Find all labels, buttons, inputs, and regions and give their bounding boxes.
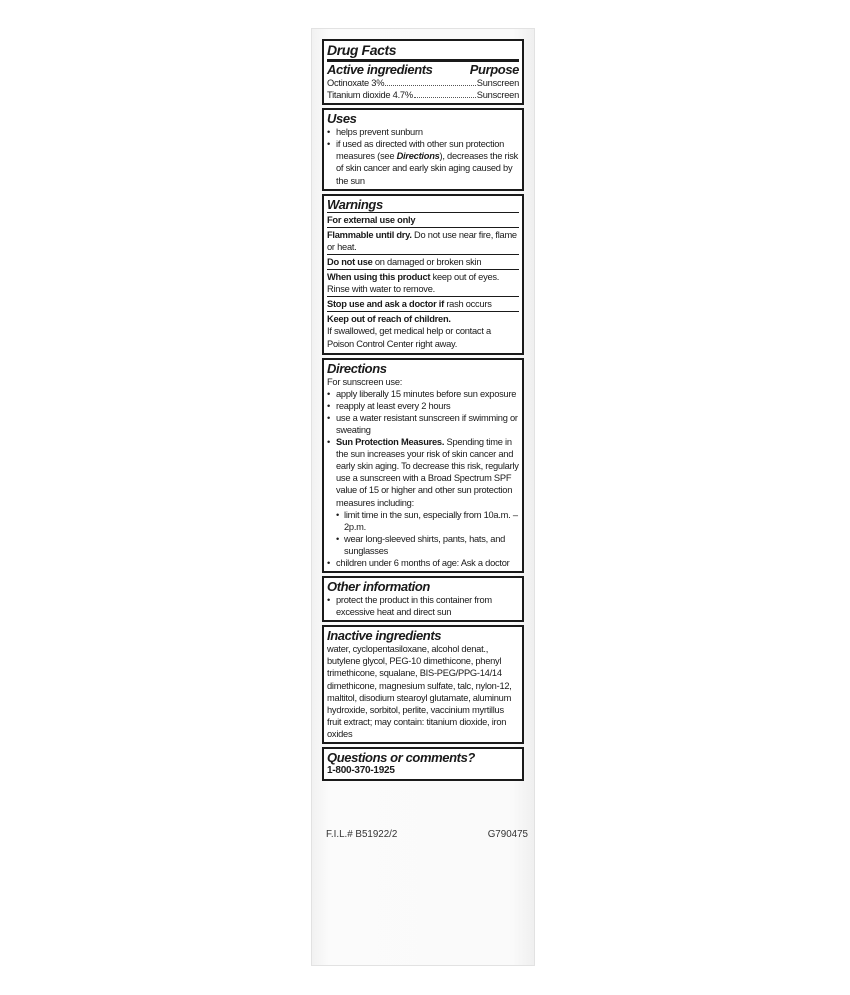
ingredient-row: [327, 89, 519, 101]
directions-item: • reapply at least every 2 hours: [327, 400, 519, 412]
directions-item: • apply liberally 15 minutes before sun exposure: [327, 388, 519, 400]
directions-subitem: • limit time in the sun, especially from 10a.m. – 2p.m.: [327, 509, 519, 533]
active-ingredients-heading: Active ingredients: [327, 62, 433, 77]
other-information-box: [322, 576, 524, 622]
ingredient-purpose: Sunscreen: [476, 90, 519, 101]
drug-facts-panel: [322, 39, 524, 784]
drug-facts-title: Drug Facts: [327, 42, 397, 58]
carton-footer: [326, 829, 528, 840]
other-information-heading: Other information: [327, 579, 430, 595]
uses-heading: Uses: [327, 111, 357, 127]
directions-intro: For sunscreen use:: [327, 376, 403, 387]
ingredient-name: Titanium dioxide 4.7%: [327, 90, 413, 101]
questions-box: [322, 747, 524, 781]
directions-heading: Directions: [327, 360, 387, 376]
uses-item: • helps prevent sunburn: [327, 126, 519, 138]
phone-number: 1-800-370-1925: [327, 765, 395, 777]
directions-subitem: • wear long-sleeved shirts, pants, hats, and sunglasses: [327, 533, 519, 557]
warning-line: Keep out of reach of children. If swallowed, get medical help or contact a Poison Control Center right away.: [327, 314, 491, 349]
uses-box: [322, 108, 524, 190]
directions-item: • use a water resistant sunscreen if swimming or sweating: [327, 412, 519, 436]
inactive-ingredients-text: water, cyclopentasiloxane, alcohol denat., butylene glycol, PEG-10 dimethicone, phenyl trimethicone, squalane, BIS-PEG/PPG-14/14 dimethicone, magnesium sulfate, talc, nylon-12, maltitol, disodium stearoyl glutamate, aluminum hydroxide, sorbitol, perlite, vaccinium myrtillus fruit extract; may contain: titanium dioxide, iron oxides: [327, 644, 512, 739]
warning-line: Stop use and ask a doctor if rash occurs: [327, 297, 519, 312]
purpose-heading: Purpose: [469, 62, 519, 77]
ingredient-purpose: Sunscreen: [476, 78, 519, 88]
warnings-heading: Warnings: [327, 196, 383, 212]
inactive-ingredients-box: [322, 625, 524, 744]
inactive-ingredients-heading: Inactive ingredients: [327, 628, 442, 644]
warnings-box: [322, 194, 524, 355]
product-code: G790475: [487, 829, 528, 840]
active-ingredients-box: [322, 39, 524, 105]
other-information-item: • protect the product in this container from excessive heat and direct sun: [327, 594, 519, 618]
directions-box: [322, 358, 524, 574]
warning-line: For external use only: [327, 212, 519, 228]
uses-item: • if used as directed with other sun protection measures (see Directions), decreases the risk of skin cancer and early skin aging caused by the sun: [327, 138, 519, 186]
directions-item: • Sun Protection Measures. Spending time in the sun increases your risk of skin cancer and early skin aging. To decrease this risk, regularly use a sunscreen with a Broad Spectrum SPF value of 15 or higher and other sun protection measures including:: [327, 436, 519, 509]
directions-item: • children under 6 months of age: Ask a doctor: [327, 557, 519, 569]
warning-line: Do not use on damaged or broken skin: [327, 255, 519, 270]
fil-number: F.I.L.# B51922/2: [326, 829, 398, 840]
ingredient-row: [327, 77, 519, 89]
questions-heading: Questions or comments?: [327, 750, 475, 766]
ingredient-name: Octinoxate 3%: [327, 78, 385, 88]
warning-line: When using this product keep out of eyes. Rinse with water to remove.: [327, 270, 519, 297]
warning-line: Flammable until dry. Do not use near fire, flame or heat.: [327, 228, 519, 255]
